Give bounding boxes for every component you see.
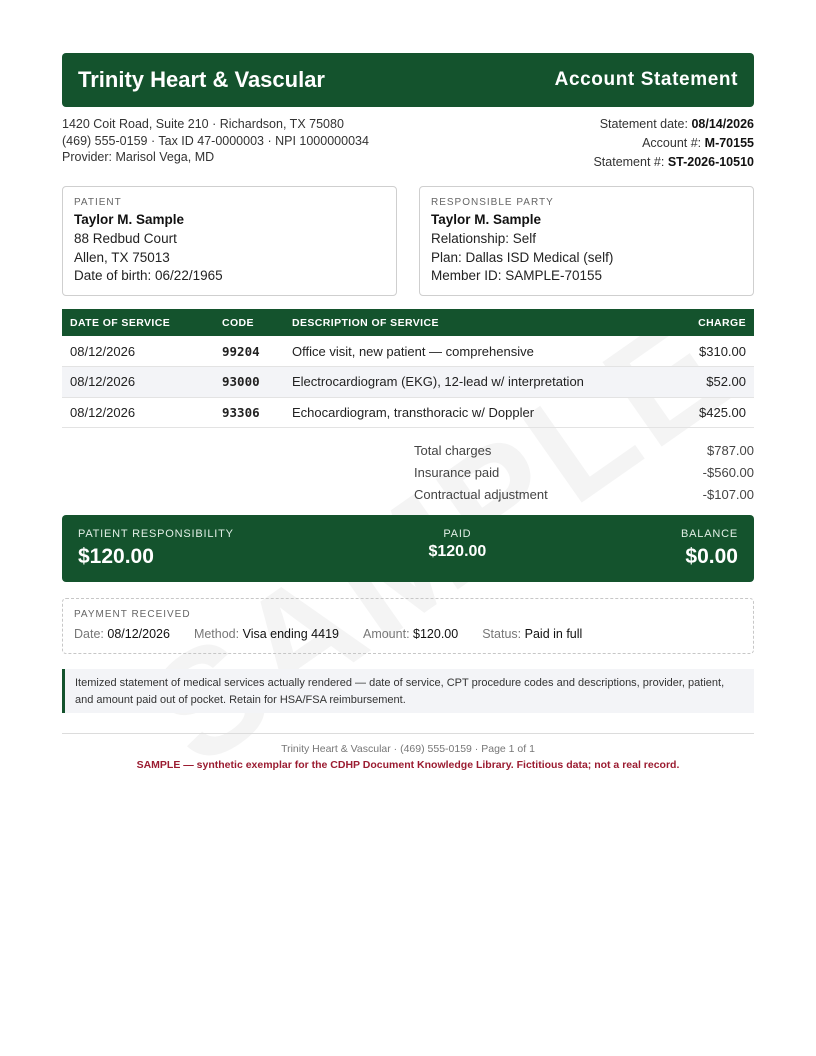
header-charge: CHARGE: [644, 309, 754, 336]
responsibility-label: PATIENT RESPONSIBILITY: [78, 528, 234, 540]
practice-info: [62, 116, 369, 172]
header-date: DATE OF SERVICE: [62, 309, 214, 336]
statement-number: Statement #: ST-2026-10510: [593, 155, 754, 169]
responsible-plan: Plan: Dallas ISD Medical (self): [431, 249, 614, 265]
table-row: [62, 336, 754, 367]
balance-value: $0.00: [685, 545, 738, 568]
service-charge: $310.00: [644, 336, 754, 367]
service-date: 08/12/2026: [62, 397, 214, 428]
paid-block: [428, 528, 486, 582]
patient-dob: Date of birth: 06/22/1965: [74, 268, 223, 284]
responsible-party-label: RESPONSIBLE PARTY: [431, 197, 554, 208]
info-row: [62, 116, 754, 172]
service-description: Office visit, new patient — comprehensive: [284, 336, 644, 367]
service-charge: $52.00: [644, 367, 754, 398]
cpt-code: 93306: [214, 397, 284, 428]
practice-name: Trinity Heart & Vascular: [78, 67, 325, 92]
provider-name: Provider: Marisol Vega, MD: [62, 150, 215, 164]
service-date: 08/12/2026: [62, 336, 214, 367]
balance-block: [681, 528, 738, 582]
cpt-code: 93000: [214, 367, 284, 398]
payment-status: Status: Paid in full: [482, 627, 583, 641]
service-description: Electrocardiogram (EKG), 12-lead w/ interpretation: [284, 367, 644, 398]
payment-received-box: [62, 598, 754, 654]
service-date: 08/12/2026: [62, 367, 214, 398]
table-row: [62, 367, 754, 398]
adjustment-row: [414, 484, 754, 506]
practice-contact: (469) 555-0159 · Tax ID 47-0000003 · NPI 1000000034: [62, 133, 369, 148]
statement-date: Statement date: 08/14/2026: [599, 117, 754, 131]
statement-meta: [593, 115, 754, 172]
header-banner: [62, 53, 754, 107]
adjustment-label: Contractual adjustment: [414, 487, 548, 502]
adjustment-value: -$107.00: [702, 487, 754, 502]
table-header-row: [62, 309, 754, 336]
cpt-code: 99204: [214, 336, 284, 367]
footer-contact-line: Trinity Heart & Vascular · (469) 555-0159 · Page 1 of 1: [281, 743, 535, 755]
footer-sample-disclaimer: SAMPLE — synthetic exemplar for the CDHP Document Knowledge Library. Fictitious data; not a real record.: [136, 759, 680, 771]
responsible-relationship: Relationship: Self: [431, 230, 537, 246]
parties-section: [62, 186, 754, 296]
patient-city: Allen, TX 75013: [74, 249, 170, 265]
totals-section: [414, 440, 754, 506]
patient-label: PATIENT: [74, 197, 122, 208]
total-charges-row: [414, 440, 754, 462]
insurance-paid-row: [414, 462, 754, 484]
total-charges-value: $787.00: [707, 443, 754, 458]
responsible-party-card: [419, 186, 754, 296]
document-type-title: Account Statement: [554, 69, 738, 90]
payment-method: Method: Visa ending 4419: [193, 627, 339, 641]
total-charges-label: Total charges: [414, 443, 492, 458]
responsible-party-name: Taylor M. Sample: [431, 212, 542, 227]
balance-label: BALANCE: [681, 528, 738, 540]
patient-name: Taylor M. Sample: [74, 212, 185, 227]
services-table: [62, 309, 754, 428]
page-footer: [62, 733, 754, 771]
header-description: DESCRIPTION OF SERVICE: [284, 309, 644, 336]
insurance-paid-label: Insurance paid: [414, 465, 500, 480]
table-row: [62, 397, 754, 428]
service-description: Echocardiogram, transthoracic w/ Doppler: [284, 397, 644, 428]
payment-date: Date: 08/12/2026: [74, 627, 170, 641]
responsibility-value: $120.00: [78, 545, 154, 568]
responsibility-block: [78, 528, 234, 582]
payment-details: [74, 627, 742, 641]
service-charge: $425.00: [644, 397, 754, 428]
payment-received-label: PAYMENT RECEIVED: [74, 609, 191, 620]
account-number: Account #: M-70155: [642, 136, 754, 150]
patient-street: 88 Redbud Court: [74, 230, 177, 246]
patient-responsibility-banner: [62, 515, 754, 582]
paid-value: $120.00: [428, 543, 487, 560]
paid-label: PAID: [443, 528, 472, 540]
responsible-member-id: Member ID: SAMPLE-70155: [431, 268, 603, 284]
statement-page: [62, 53, 754, 771]
header-code: CODE: [214, 309, 284, 336]
patient-card: [62, 186, 397, 296]
practice-address: 1420 Coit Road, Suite 210 · Richardson, TX 75080: [62, 117, 344, 131]
insurance-paid-value: -$560.00: [702, 465, 754, 480]
payment-amount: Amount: $120.00: [362, 627, 459, 641]
statement-note: Itemized statement of medical services actually rendered — date of service, CPT procedure codes and descriptions, provider, patient, and amount paid out of pocket. Retain for HSA/FSA reimbursement.: [62, 669, 754, 713]
